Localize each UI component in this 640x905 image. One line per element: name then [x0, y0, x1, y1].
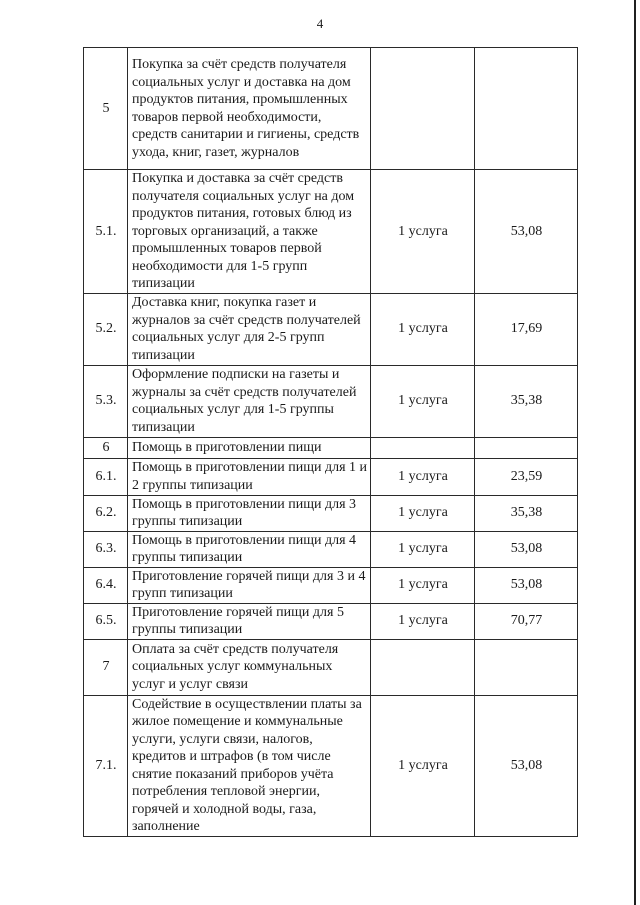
service-description: Покупка за счёт средств получателя социальных услуг и доставка на дом продуктов питания, промышленных товаров первой необходимости, средств санитарии и гигиены, средств ухода, книг, газет, журналов	[128, 48, 371, 170]
service-unit: 1 услуга	[371, 458, 475, 495]
table-row	[84, 48, 578, 170]
row-number: 6.3.	[84, 531, 128, 567]
row-number: 5.2.	[84, 293, 128, 365]
service-price: 53,08	[475, 170, 578, 294]
service-price: 70,77	[475, 603, 578, 639]
row-number: 6.4.	[84, 567, 128, 603]
services-table-body	[84, 48, 578, 837]
service-unit	[371, 48, 475, 170]
table-row	[84, 365, 578, 437]
row-number: 6.5.	[84, 603, 128, 639]
row-number: 6.1.	[84, 458, 128, 495]
service-description: Помощь в приготовлении пищи для 3 группы типизации	[128, 495, 371, 531]
service-description: Приготовление горячей пищи для 5 группы типизации	[128, 603, 371, 639]
service-price: 53,08	[475, 695, 578, 836]
row-number: 6.2.	[84, 495, 128, 531]
service-description: Помощь в приготовлении пищи для 1 и 2 группы типизации	[128, 458, 371, 495]
service-description: Доставка книг, покупка газет и журналов за счёт средств получателей социальных услуг для 2-5 групп типизации	[128, 293, 371, 365]
service-unit: 1 услуга	[371, 495, 475, 531]
service-unit: 1 услуга	[371, 695, 475, 836]
service-price: 35,38	[475, 365, 578, 437]
scan-edge-line	[634, 0, 636, 905]
service-description: Помощь в приготовлении пищи для 4 группы типизации	[128, 531, 371, 567]
table-row	[84, 458, 578, 495]
page-number: 4	[316, 16, 324, 31]
service-price: 23,59	[475, 458, 578, 495]
service-unit: 1 услуга	[371, 567, 475, 603]
service-price: 17,69	[475, 293, 578, 365]
service-unit	[371, 639, 475, 695]
table-row	[84, 603, 578, 639]
row-number: 6	[84, 437, 128, 458]
table-row	[84, 567, 578, 603]
table-row	[84, 531, 578, 567]
row-number: 5	[84, 48, 128, 170]
service-unit: 1 услуга	[371, 293, 475, 365]
row-number: 7.1.	[84, 695, 128, 836]
table-row	[84, 495, 578, 531]
service-price	[475, 48, 578, 170]
service-description: Покупка и доставка за счёт средств получателя социальных услуг на дом продуктов питания, готовых блюд из торговых организаций, а также промышленных товаров первой необходимости для 1-5 групп типизации	[128, 170, 371, 294]
service-description: Оформление подписки на газеты и журналы за счёт средств получателей социальных услуг для 1-5 группы типизации	[128, 365, 371, 437]
table-row	[84, 170, 578, 294]
row-number: 5.1.	[84, 170, 128, 294]
service-description: Приготовление горячей пищи для 3 и 4 групп типизации	[128, 567, 371, 603]
service-price: 35,38	[475, 495, 578, 531]
service-price	[475, 639, 578, 695]
table-row	[84, 695, 578, 836]
row-number: 5.3.	[84, 365, 128, 437]
service-unit: 1 услуга	[371, 365, 475, 437]
service-price: 53,08	[475, 567, 578, 603]
table-row	[84, 437, 578, 458]
service-price	[475, 437, 578, 458]
service-unit: 1 услуга	[371, 603, 475, 639]
service-description: Помощь в приготовлении пищи	[128, 437, 371, 458]
table-row	[84, 639, 578, 695]
service-unit	[371, 437, 475, 458]
service-price: 53,08	[475, 531, 578, 567]
row-number: 7	[84, 639, 128, 695]
services-table	[83, 47, 578, 837]
service-description: Оплата за счёт средств получателя социальных услуг коммунальных услуг и услуг связи	[128, 639, 371, 695]
table-row	[84, 293, 578, 365]
service-unit: 1 услуга	[371, 170, 475, 294]
service-description: Содействие в осуществлении платы за жилое помещение и коммунальные услуги, услуги связи, налогов, кредитов и штрафов (в том числе снятие показаний приборов учёта потребления тепловой энергии, горячей и холодной воды, газа, заполнение	[128, 695, 371, 836]
service-unit: 1 услуга	[371, 531, 475, 567]
